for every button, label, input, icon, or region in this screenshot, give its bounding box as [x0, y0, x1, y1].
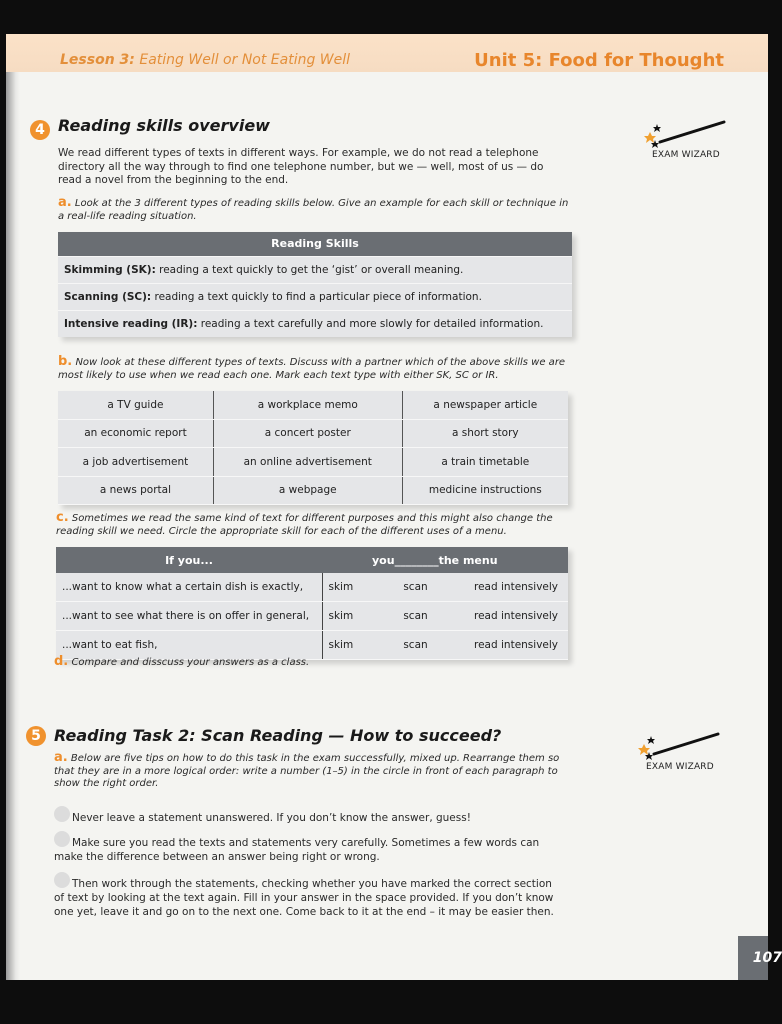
option-read-intensively[interactable]: read intensively	[452, 631, 569, 660]
text-type-cell: a workplace memo	[213, 391, 402, 419]
option-skim[interactable]: skim	[322, 631, 380, 660]
table-row	[58, 476, 568, 505]
instruction-4d	[54, 656, 309, 670]
lesson-prefix: Lesson 3:	[60, 52, 135, 68]
text-type-cell: an online advertisement	[213, 448, 402, 477]
skill-row-intensive	[58, 310, 572, 337]
intro-line: read a novel from the beginning to the end.	[58, 174, 289, 186]
instruction-line: most likely to use when we read each one. Mark each text type with either SK, SC or IR.	[58, 369, 499, 381]
order-circle[interactable]	[54, 806, 70, 822]
text-type-cell: a job advertisement	[58, 448, 213, 477]
option-scan[interactable]: scan	[380, 631, 452, 660]
instruction-4b	[58, 356, 565, 382]
tip-line: Make sure you read the texts and statements very carefully. Sometimes a few words can	[72, 837, 540, 849]
exam-wizard-badge	[634, 730, 734, 776]
page-number-tab	[738, 936, 782, 980]
skill-term: Scanning (SC):	[64, 291, 152, 303]
instruction-4c	[56, 512, 553, 538]
tip-paragraph	[72, 811, 471, 825]
instruction-line: that they are in a more logical order: write a number (1–5) in the circle in front of each paragraph to	[54, 765, 558, 777]
instruction-5a	[54, 752, 559, 791]
exam-wizard-label: EXAM WIZARD	[646, 762, 714, 772]
header-you-the-menu	[322, 547, 568, 573]
option-read-intensively[interactable]: read intensively	[452, 602, 569, 631]
text-type-cell: a newspaper article	[402, 391, 568, 419]
text-types-table	[58, 391, 568, 505]
skill-definition: reading a text quickly to get the ‘gist’ or overall meaning.	[155, 264, 464, 276]
textbook-page	[6, 34, 782, 980]
option-skim[interactable]: skim	[322, 573, 380, 602]
tip-line: one yet, leave it and go on to the next one. Come back to it at the end – it may be easier then.	[54, 906, 554, 918]
purpose-cell: ...want to know what a certain dish is exactly,	[56, 573, 322, 602]
tip-line: Never leave a statement unanswered. If you don’t know the answer, guess!	[72, 812, 471, 824]
instruction-line: Below are five tips on how to do this task in the exam successfully, mixed up. Rearrange them so	[70, 753, 560, 764]
tip-paragraph	[54, 836, 539, 864]
reading-skills-table	[58, 232, 572, 337]
table-row	[58, 448, 568, 477]
section-5-title: Reading Task 2: Scan Reading — How to succeed?	[54, 726, 502, 745]
header-blank: ________	[394, 553, 439, 567]
text-type-cell: a news portal	[58, 476, 213, 505]
section-4-title: Reading skills overview	[58, 116, 270, 135]
lesson-name: Eating Well or Not Eating Well	[139, 52, 351, 68]
instruction-line: Now look at these different types of texts. Discuss with a partner which of the above skills we are	[75, 357, 566, 368]
table-row	[56, 602, 568, 631]
unit-title: Unit 5: Food for Thought	[474, 50, 724, 71]
purpose-cell: ...want to eat fish,	[56, 631, 322, 660]
instruction-line: Compare and disscuss your answers as a class.	[71, 657, 310, 668]
letter-b: b.	[58, 354, 73, 369]
header-band	[6, 34, 768, 72]
magic-wand-icon	[634, 730, 734, 764]
text-type-cell: a train timetable	[402, 448, 568, 477]
skill-definition: reading a text carefully and more slowly for detailed information.	[197, 318, 544, 330]
instruction-4a	[58, 197, 568, 223]
text-type-cell: a webpage	[213, 476, 402, 505]
table-header-row	[56, 547, 568, 573]
exam-wizard-badge	[640, 118, 740, 164]
reading-skills-header: Reading Skills	[58, 232, 572, 256]
tip-line: of text by looking at the text again. Fill in your answer in the space provided. If you don’t know	[54, 892, 554, 904]
letter-a: a.	[54, 750, 68, 765]
text-type-cell: a concert poster	[213, 419, 402, 448]
instruction-line: reading skill we need. Circle the appropriate skill for each of the different uses of a menu.	[56, 525, 507, 537]
letter-a: a.	[58, 195, 72, 210]
table-row	[58, 391, 568, 419]
exam-wizard-label: EXAM WIZARD	[652, 150, 720, 160]
instruction-line: Sometimes we read the same kind of text for different purposes and this might also change the	[71, 513, 553, 524]
intro-line: We read different types of texts in different ways. For example, we do not read a telephone	[58, 147, 539, 159]
instruction-line: show the right order.	[54, 778, 159, 789]
header-you: you	[372, 553, 395, 567]
section-4-intro	[58, 147, 543, 188]
text-type-cell: an economic report	[58, 419, 213, 448]
lesson-title	[60, 52, 350, 68]
tip-paragraph	[54, 877, 554, 919]
section-4-number: 4	[30, 120, 50, 140]
section-5-number: 5	[26, 726, 46, 746]
header-the-menu: the menu	[438, 553, 498, 567]
skill-definition: reading a text quickly to find a particular piece of information.	[151, 291, 482, 303]
tip-line: Then work through the statements, checking whether you have marked the correct section	[72, 878, 552, 890]
header-if-you: If you...	[56, 547, 322, 573]
text-type-cell: a TV guide	[58, 391, 213, 419]
skill-row-skimming	[58, 256, 572, 283]
option-read-intensively[interactable]: read intensively	[452, 573, 569, 602]
text-type-cell: a short story	[402, 419, 568, 448]
purpose-cell: ...want to see what there is on offer in general,	[56, 602, 322, 631]
option-scan[interactable]: scan	[380, 573, 452, 602]
skill-term: Skimming (SK):	[64, 264, 156, 276]
option-scan[interactable]: scan	[380, 602, 452, 631]
letter-c: c.	[56, 510, 69, 525]
page-gutter-shadow	[6, 34, 20, 980]
table-row	[56, 573, 568, 602]
magic-wand-icon	[640, 118, 740, 152]
text-type-cell: medicine instructions	[402, 476, 568, 505]
skill-row-scanning	[58, 283, 572, 310]
instruction-line: Look at the 3 different types of reading skills below. Give an example for each skill or technique in	[74, 198, 569, 209]
skill-term: Intensive reading (IR):	[64, 318, 198, 330]
page-number: 107	[752, 950, 782, 966]
table-row	[58, 419, 568, 448]
option-skim[interactable]: skim	[322, 602, 380, 631]
menu-uses-table	[56, 547, 568, 660]
letter-d: d.	[54, 654, 69, 669]
intro-line: directory all the way through to find one telephone number, but we — well, most of us — do	[58, 160, 544, 173]
instruction-line: a real-life reading situation.	[58, 210, 197, 222]
tip-line: make the difference between an answer being right or wrong.	[54, 851, 380, 863]
